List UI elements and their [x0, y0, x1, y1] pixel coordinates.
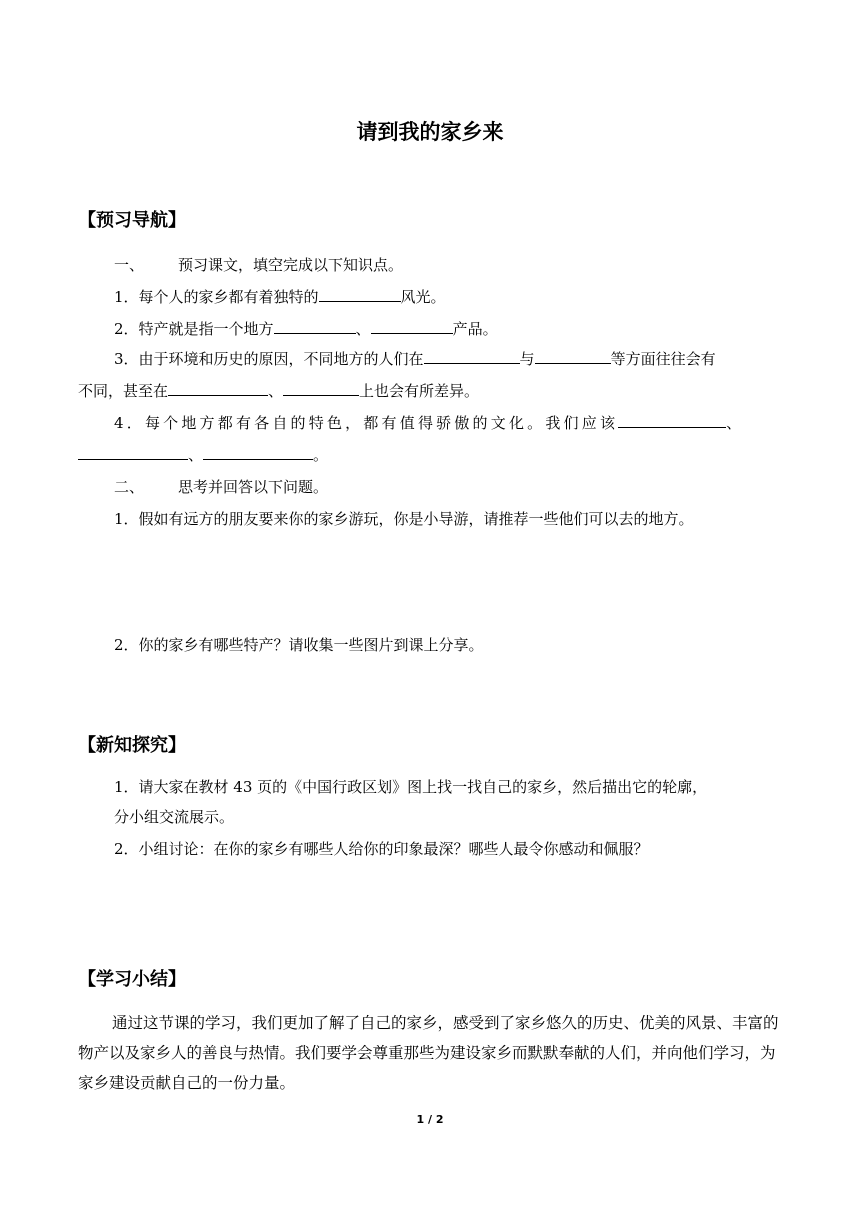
page-title: 请到我的家乡来	[356, 120, 504, 144]
question-3-line-1	[114, 348, 716, 370]
explore-item-2: 2．小组讨论：在你的家乡有哪些人给你的印象最深？哪些人最令你感动和佩服？	[114, 840, 649, 858]
answer-blank[interactable]	[203, 444, 313, 460]
answer-blank[interactable]	[319, 286, 401, 302]
summary-paragraph: 通过这节课的学习，我们更加了解了自己的家乡，感受到了家乡悠久的历史、优美的风景、丰富的物产以及家乡人的善良与热情。我们要学会尊重那些为建设家乡而默默奉献的人们，并向他们学习，为家乡建设贡献自己的一份力量。	[78, 1014, 779, 1092]
question-2-text: 2．特产就是指一个地方	[114, 320, 274, 338]
question-4-sep: 、	[726, 414, 745, 432]
think-question-1: 1．假如有远方的朋友要来你的家乡游玩，你是小导游，请推荐一些他们可以去的地方。	[114, 510, 694, 528]
section-header-summary: 【学习小结】	[78, 969, 186, 990]
part-one-instruction	[114, 254, 403, 276]
question-3-sep2: 、	[268, 382, 284, 400]
explore-item-1-cont: 分小组交流展示。	[114, 808, 235, 826]
question-2	[114, 318, 498, 340]
question-3-suffix: 上也会有所差异。	[359, 382, 480, 400]
answer-blank[interactable]	[535, 348, 611, 364]
part-two-instruction	[114, 476, 328, 498]
question-4-line-2	[78, 444, 328, 466]
answer-blank[interactable]	[274, 318, 356, 334]
answer-blank[interactable]	[424, 348, 520, 364]
question-4-text: 4．每个地方都有各自的特色，都有值得骄傲的文化。我们应该	[114, 414, 619, 432]
question-1-suffix: 风光。	[400, 288, 446, 306]
question-3-cont: 不同，甚至在	[78, 382, 169, 400]
part-one-text: 预习课文，填空完成以下知识点。	[178, 256, 404, 274]
question-2-sep: 、	[355, 320, 371, 338]
answer-blank[interactable]	[78, 444, 188, 460]
question-1	[114, 286, 446, 308]
question-2-suffix: 产品。	[452, 320, 498, 338]
part-two-number: 二、	[114, 478, 145, 496]
question-1-text: 1．每个人的家乡都有着独特的	[114, 288, 319, 306]
question-3-text: 3．由于环境和历史的原因，不同地方的人们在	[114, 350, 424, 368]
page-number: 1 / 2	[416, 1113, 444, 1126]
answer-blank[interactable]	[283, 380, 359, 396]
question-3-sep: 与	[519, 350, 535, 368]
answer-blank[interactable]	[371, 318, 453, 334]
question-4-end: 。	[313, 446, 329, 464]
question-3-mid: 等方面往往会有	[610, 350, 716, 368]
answer-blank[interactable]	[168, 380, 268, 396]
section-header-preview: 【预习导航】	[78, 210, 186, 231]
part-one-number: 一、	[114, 256, 145, 274]
part-two-text: 思考并回答以下问题。	[178, 478, 329, 496]
answer-blank[interactable]	[618, 412, 726, 428]
question-3-line-2	[78, 380, 479, 402]
section-header-explore: 【新知探究】	[78, 735, 186, 756]
question-4-sep2: 、	[188, 446, 204, 464]
explore-item-1: 1．请大家在教材 43 页的《中国行政区划》图上找一找自己的家乡，然后描出它的轮廓，	[114, 778, 708, 796]
think-question-2: 2．你的家乡有哪些特产？请收集一些图片到课上分享。	[114, 636, 484, 654]
question-4-line-1	[114, 412, 744, 434]
